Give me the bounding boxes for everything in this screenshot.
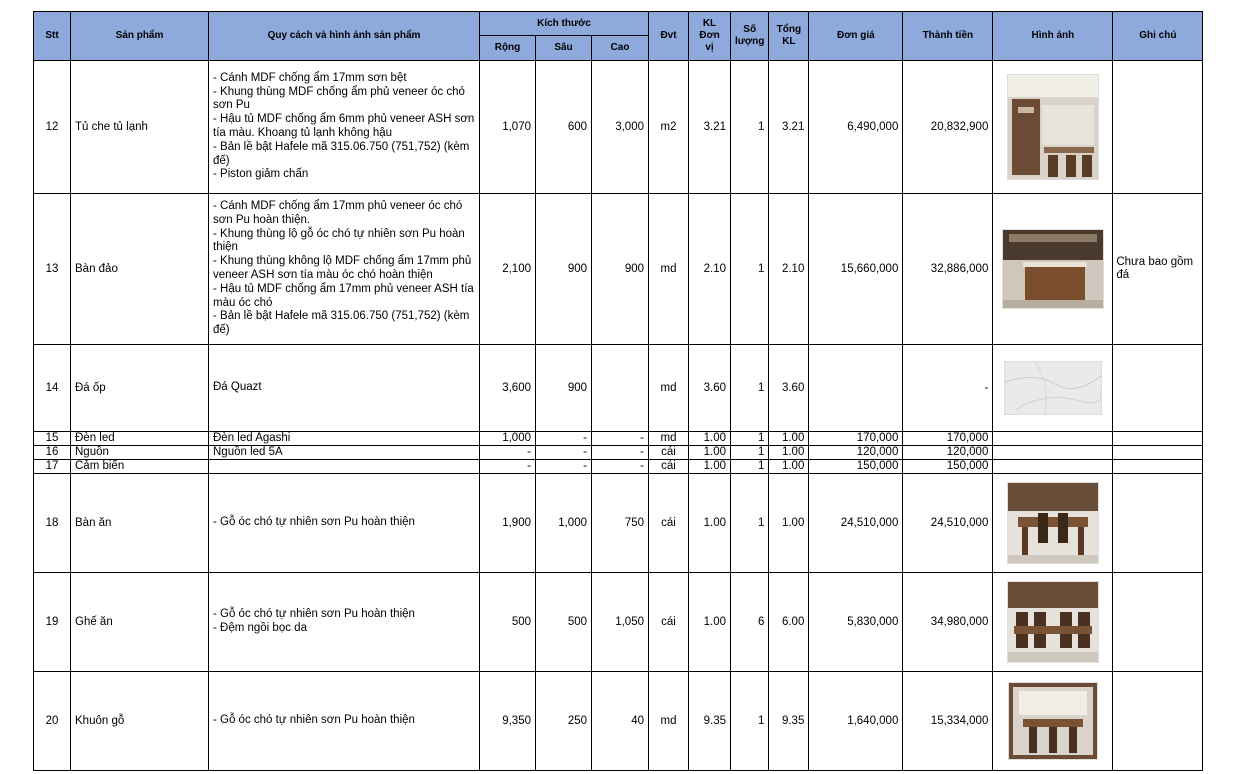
header-spec: Quy cách và hình ảnh sản phẩm xyxy=(209,12,480,61)
cell-price xyxy=(809,345,903,432)
cell-depth: 250 xyxy=(536,672,592,771)
cell-spec xyxy=(209,474,480,573)
cell-height: - xyxy=(592,446,649,460)
cell-product: Ghế ăn xyxy=(71,573,209,672)
cell-height: - xyxy=(592,432,649,446)
spec-line: - Hậu tủ MDF chống ẩm 6mm phủ veneer ASH sơn tía màu. Khoang tủ lạnh không hậu xyxy=(213,113,475,139)
table-row xyxy=(34,61,1203,194)
cell-product: Khuôn gỗ xyxy=(71,672,209,771)
header-stt: Stt xyxy=(34,12,71,61)
cell-amount: 170,000 xyxy=(903,432,993,446)
cell-note xyxy=(1113,432,1203,446)
cell-depth: 900 xyxy=(536,345,592,432)
dining-table-image xyxy=(1007,482,1099,564)
header-count: Số lượng xyxy=(731,12,769,61)
cell-price: 6,490,000 xyxy=(809,61,903,194)
cell-width: 2,100 xyxy=(480,194,536,345)
cell-price: 1,640,000 xyxy=(809,672,903,771)
cell-height: 1,050 xyxy=(592,573,649,672)
spec-line: - Bản lề bật Hafele mã 315.06.750 (751,752) (kèm đế) xyxy=(213,310,470,337)
cell-unit: cái xyxy=(649,446,689,460)
cell-product: Nguồn xyxy=(71,446,209,460)
spec-line: - Gỗ óc chó tự nhiên sơn Pu hoàn thiện xyxy=(213,714,415,727)
header-image: Hình ảnh xyxy=(993,12,1113,61)
cell-price: 5,830,000 xyxy=(809,573,903,672)
cell-stt: 17 xyxy=(34,460,71,474)
cell-spec xyxy=(209,460,480,474)
cell-image xyxy=(993,474,1113,573)
cell-unit: md xyxy=(649,432,689,446)
cell-count: 1 xyxy=(731,446,769,460)
spec-line: - Cánh MDF chống ẩm 17mm phủ veneer óc chó sơn Pu hoàn thiện. xyxy=(213,200,463,226)
cell-spec xyxy=(209,61,480,194)
header-total-qty: Tổng KL xyxy=(769,12,809,61)
cell-total-qty: 3.21 xyxy=(769,61,809,194)
cell-count: 1 xyxy=(731,460,769,474)
cell-stt: 18 xyxy=(34,474,71,573)
cell-note xyxy=(1113,460,1203,474)
cell-unit-qty: 3.60 xyxy=(689,345,731,432)
cell-unit: cái xyxy=(649,573,689,672)
spec-line: - Gỗ óc chó tự nhiên sơn Pu hoàn thiện xyxy=(213,516,415,529)
cell-height: 750 xyxy=(592,474,649,573)
cell-unit: cái xyxy=(649,474,689,573)
cell-height: 40 xyxy=(592,672,649,771)
cell-note xyxy=(1113,573,1203,672)
cell-unit-qty: 9.35 xyxy=(689,672,731,771)
cell-total-qty: 1.00 xyxy=(769,432,809,446)
cell-stt: 16 xyxy=(34,446,71,460)
spec-line: - Khung thùng lộ gỗ óc chó tự nhiên sơn Pu hoàn thiện xyxy=(213,227,465,254)
table-row xyxy=(34,460,1203,474)
spec-line: - Gỗ óc chó tự nhiên sơn Pu hoàn thiện xyxy=(213,608,415,621)
spec-line: Đá Quazt xyxy=(213,381,262,394)
cell-product: Tủ che tủ lạnh xyxy=(71,61,209,194)
cell-amount: - xyxy=(903,345,993,432)
header-depth: Sâu xyxy=(536,36,592,61)
table-row xyxy=(34,432,1203,446)
cell-image xyxy=(993,446,1113,460)
cell-product: Đèn led xyxy=(71,432,209,446)
cell-unit: md xyxy=(649,194,689,345)
header-note: Ghi chú xyxy=(1113,12,1203,61)
cell-depth: - xyxy=(536,460,592,474)
spec-line: - Piston giảm chấn xyxy=(213,168,309,181)
table-body xyxy=(34,61,1203,771)
kitchen-fridge-cabinet-image xyxy=(1007,74,1099,180)
cell-count: 1 xyxy=(731,61,769,194)
header-unit: Đvt xyxy=(649,12,689,61)
cell-total-qty: 1.00 xyxy=(769,474,809,573)
table-row xyxy=(34,194,1203,345)
cell-amount: 15,334,000 xyxy=(903,672,993,771)
cell-depth: - xyxy=(536,432,592,446)
cell-width: 9,350 xyxy=(480,672,536,771)
cell-height: 900 xyxy=(592,194,649,345)
cell-price: 170,000 xyxy=(809,432,903,446)
cell-spec xyxy=(209,345,480,432)
cell-depth: 500 xyxy=(536,573,592,672)
cell-unit: cái xyxy=(649,460,689,474)
cell-total-qty: 1.00 xyxy=(769,460,809,474)
cell-depth: 1,000 xyxy=(536,474,592,573)
cell-stt: 19 xyxy=(34,573,71,672)
cell-image xyxy=(993,460,1113,474)
spec-line: - Hậu tủ MDF chống ẩm 17mm phủ veneer ASH tía màu óc chó xyxy=(213,282,474,309)
cell-stt: 14 xyxy=(34,345,71,432)
cell-unit: m2 xyxy=(649,61,689,194)
cell-height: - xyxy=(592,460,649,474)
header-width: Rộng xyxy=(480,36,536,61)
table-row xyxy=(34,573,1203,672)
header-amount: Thành tiền xyxy=(903,12,993,61)
cell-width: 1,000 xyxy=(480,432,536,446)
cell-spec xyxy=(209,573,480,672)
cell-amount: 24,510,000 xyxy=(903,474,993,573)
cell-total-qty: 9.35 xyxy=(769,672,809,771)
wood-frame-image xyxy=(1008,682,1098,760)
cell-image xyxy=(993,61,1113,194)
cell-unit-qty: 1.00 xyxy=(689,460,731,474)
table-row xyxy=(34,474,1203,573)
cell-amount: 150,000 xyxy=(903,460,993,474)
cell-image xyxy=(993,432,1113,446)
cell-unit-qty: 3.21 xyxy=(689,61,731,194)
cell-product: Bàn đảo xyxy=(71,194,209,345)
cell-total-qty: 2.10 xyxy=(769,194,809,345)
header-price: Đơn giá xyxy=(809,12,903,61)
cell-stt: 15 xyxy=(34,432,71,446)
header-size: Kích thước xyxy=(480,12,649,36)
cell-amount: 120,000 xyxy=(903,446,993,460)
cell-depth: - xyxy=(536,446,592,460)
cell-note xyxy=(1113,446,1203,460)
cell-depth: 600 xyxy=(536,61,592,194)
cell-height: 3,000 xyxy=(592,61,649,194)
cell-depth: 900 xyxy=(536,194,592,345)
cell-image xyxy=(993,672,1113,771)
cell-stt: 12 xyxy=(34,61,71,194)
cell-price: 150,000 xyxy=(809,460,903,474)
spec-line: - Khung thùng MDF chống ẩm phủ veneer óc chó sơn Pu xyxy=(213,85,465,112)
dining-chairs-image xyxy=(1007,581,1099,663)
cell-width: - xyxy=(480,446,536,460)
header-unit-qty: KL Đơn vị xyxy=(689,12,731,61)
cell-width: 1,900 xyxy=(480,474,536,573)
cell-note: Chưa bao gồm đá xyxy=(1113,194,1203,345)
kitchen-island-image xyxy=(1002,229,1104,309)
cell-width: - xyxy=(480,460,536,474)
header-height: Cao xyxy=(592,36,649,61)
table-row xyxy=(34,446,1203,460)
cell-count: 6 xyxy=(731,573,769,672)
cell-unit-qty: 1.00 xyxy=(689,446,731,460)
cell-product: Cảm biến xyxy=(71,460,209,474)
quotation-table xyxy=(33,11,1203,771)
cell-stt: 13 xyxy=(34,194,71,345)
cell-price: 24,510,000 xyxy=(809,474,903,573)
cell-note xyxy=(1113,672,1203,771)
cell-count: 1 xyxy=(731,432,769,446)
cell-count: 1 xyxy=(731,474,769,573)
cell-width: 500 xyxy=(480,573,536,672)
cell-note xyxy=(1113,345,1203,432)
cell-total-qty: 1.00 xyxy=(769,446,809,460)
spec-line: Nguồn led 5A xyxy=(213,446,283,458)
cell-spec xyxy=(209,194,480,345)
marble-slab-image xyxy=(1004,361,1102,415)
cell-count: 1 xyxy=(731,345,769,432)
cell-image xyxy=(993,573,1113,672)
table-header xyxy=(34,12,1203,61)
cell-image xyxy=(993,345,1113,432)
cell-unit: md xyxy=(649,345,689,432)
header-product: Sản phẩm xyxy=(71,12,209,61)
cell-height xyxy=(592,345,649,432)
cell-note xyxy=(1113,61,1203,194)
cell-product: Đá ốp xyxy=(71,345,209,432)
cell-image xyxy=(993,194,1113,345)
cell-count: 1 xyxy=(731,194,769,345)
cell-amount: 32,886,000 xyxy=(903,194,993,345)
cell-price: 15,660,000 xyxy=(809,194,903,345)
spec-line: - Bản lề bật Hafele mã 315.06.750 (751,752) (kèm đế) xyxy=(213,140,470,167)
cell-width: 3,600 xyxy=(480,345,536,432)
cell-total-qty: 3.60 xyxy=(769,345,809,432)
cell-spec xyxy=(209,672,480,771)
cell-stt: 20 xyxy=(34,672,71,771)
cell-price: 120,000 xyxy=(809,446,903,460)
cell-unit-qty: 2.10 xyxy=(689,194,731,345)
cell-unit-qty: 1.00 xyxy=(689,474,731,573)
cell-spec xyxy=(209,432,480,446)
cell-note xyxy=(1113,474,1203,573)
cell-spec xyxy=(209,446,480,460)
cell-count: 1 xyxy=(731,672,769,771)
table-row xyxy=(34,672,1203,771)
cell-width: 1,070 xyxy=(480,61,536,194)
cell-unit-qty: 1.00 xyxy=(689,573,731,672)
spec-line: Đèn led Agashi xyxy=(213,432,291,444)
cell-unit-qty: 1.00 xyxy=(689,432,731,446)
spec-line: - Cánh MDF chống ẩm 17mm sơn bệt xyxy=(213,71,407,84)
cell-unit: md xyxy=(649,672,689,771)
cell-product: Bàn ăn xyxy=(71,474,209,573)
table-row xyxy=(34,345,1203,432)
spec-line: - Đệm ngồi bọc da xyxy=(213,622,307,634)
cell-amount: 34,980,000 xyxy=(903,573,993,672)
cell-amount: 20,832,900 xyxy=(903,61,993,194)
spec-line: - Khung thùng không lộ MDF chống ẩm 17mm phủ veneer ASH sơn tía màu óc chó hoàn thiện xyxy=(213,255,472,281)
cell-total-qty: 6.00 xyxy=(769,573,809,672)
